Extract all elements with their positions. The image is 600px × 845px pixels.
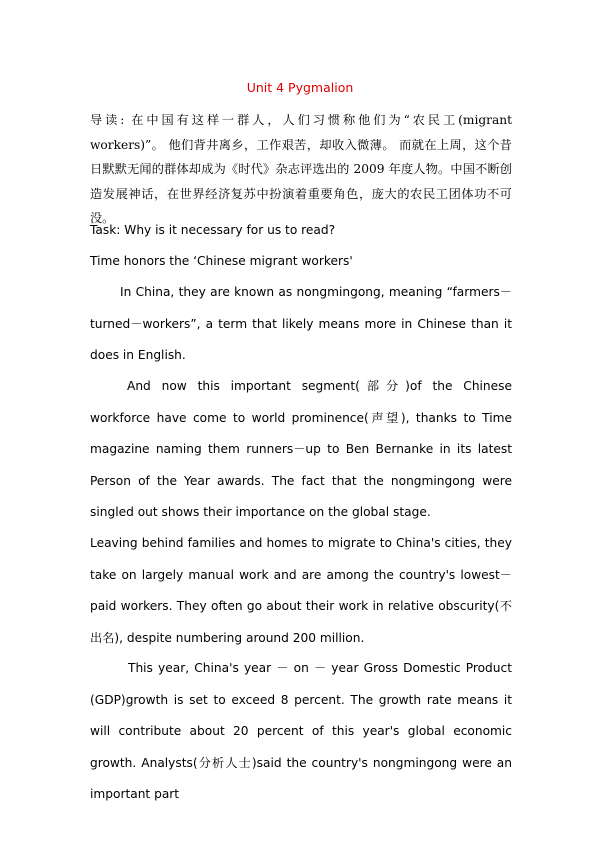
task-line: Task: Why is it necessary for us to read? [90,223,336,237]
article-paragraph-2: And now this important segment(部分)of the Chinese workforce have come to world prominence(声望), thanks to Time magazine naming them runners－up to Ben Bernanke in its latest Person of the Year awards. The fact that the nongmingong were singled out shows their importance on the global stage. [90,379,512,519]
article-paragraph-3: Leaving behind families and homes to migrate to China's cities, they take on largely manual work and are among the country's lowest－paid workers. They often go about their work in relative obscurity(不出名), despite numbering around 200 million. [90,536,512,645]
intro-paragraph: 导读: 在中国有这样一群人，人们习惯称他们为“农民工(migrant workers)”。 他们背井离乡，工作艰苦，却收入微薄。 而就在上周，这个昔日默默无闻的群体却成为《时代》杂志评选出的 2009 年度人物。中国不断创造发展神话，在世界经济复苏中扮演着重要角色，庞大的农民工团体功不可没。 [90,113,512,225]
article-paragraph-4: This year, China's year － on － year Gross Domestic Product (GDP)growth is set to exceed 8 percent. The growth rate means it will contribute about 20 percent of this year's global economic growth. Analysts(分析人士)said the country's nongmingong were an important part [90,661,512,801]
page-title: Unit 4 Pygmalion [246,80,354,95]
article-headline: Time honors the ‘Chinese migrant workers' [90,254,353,268]
article-paragraph-1: In China, they are known as nongmingong, meaning “farmers－turned－workers”, a term that likely means more in Chinese than it does in English. [90,285,512,362]
